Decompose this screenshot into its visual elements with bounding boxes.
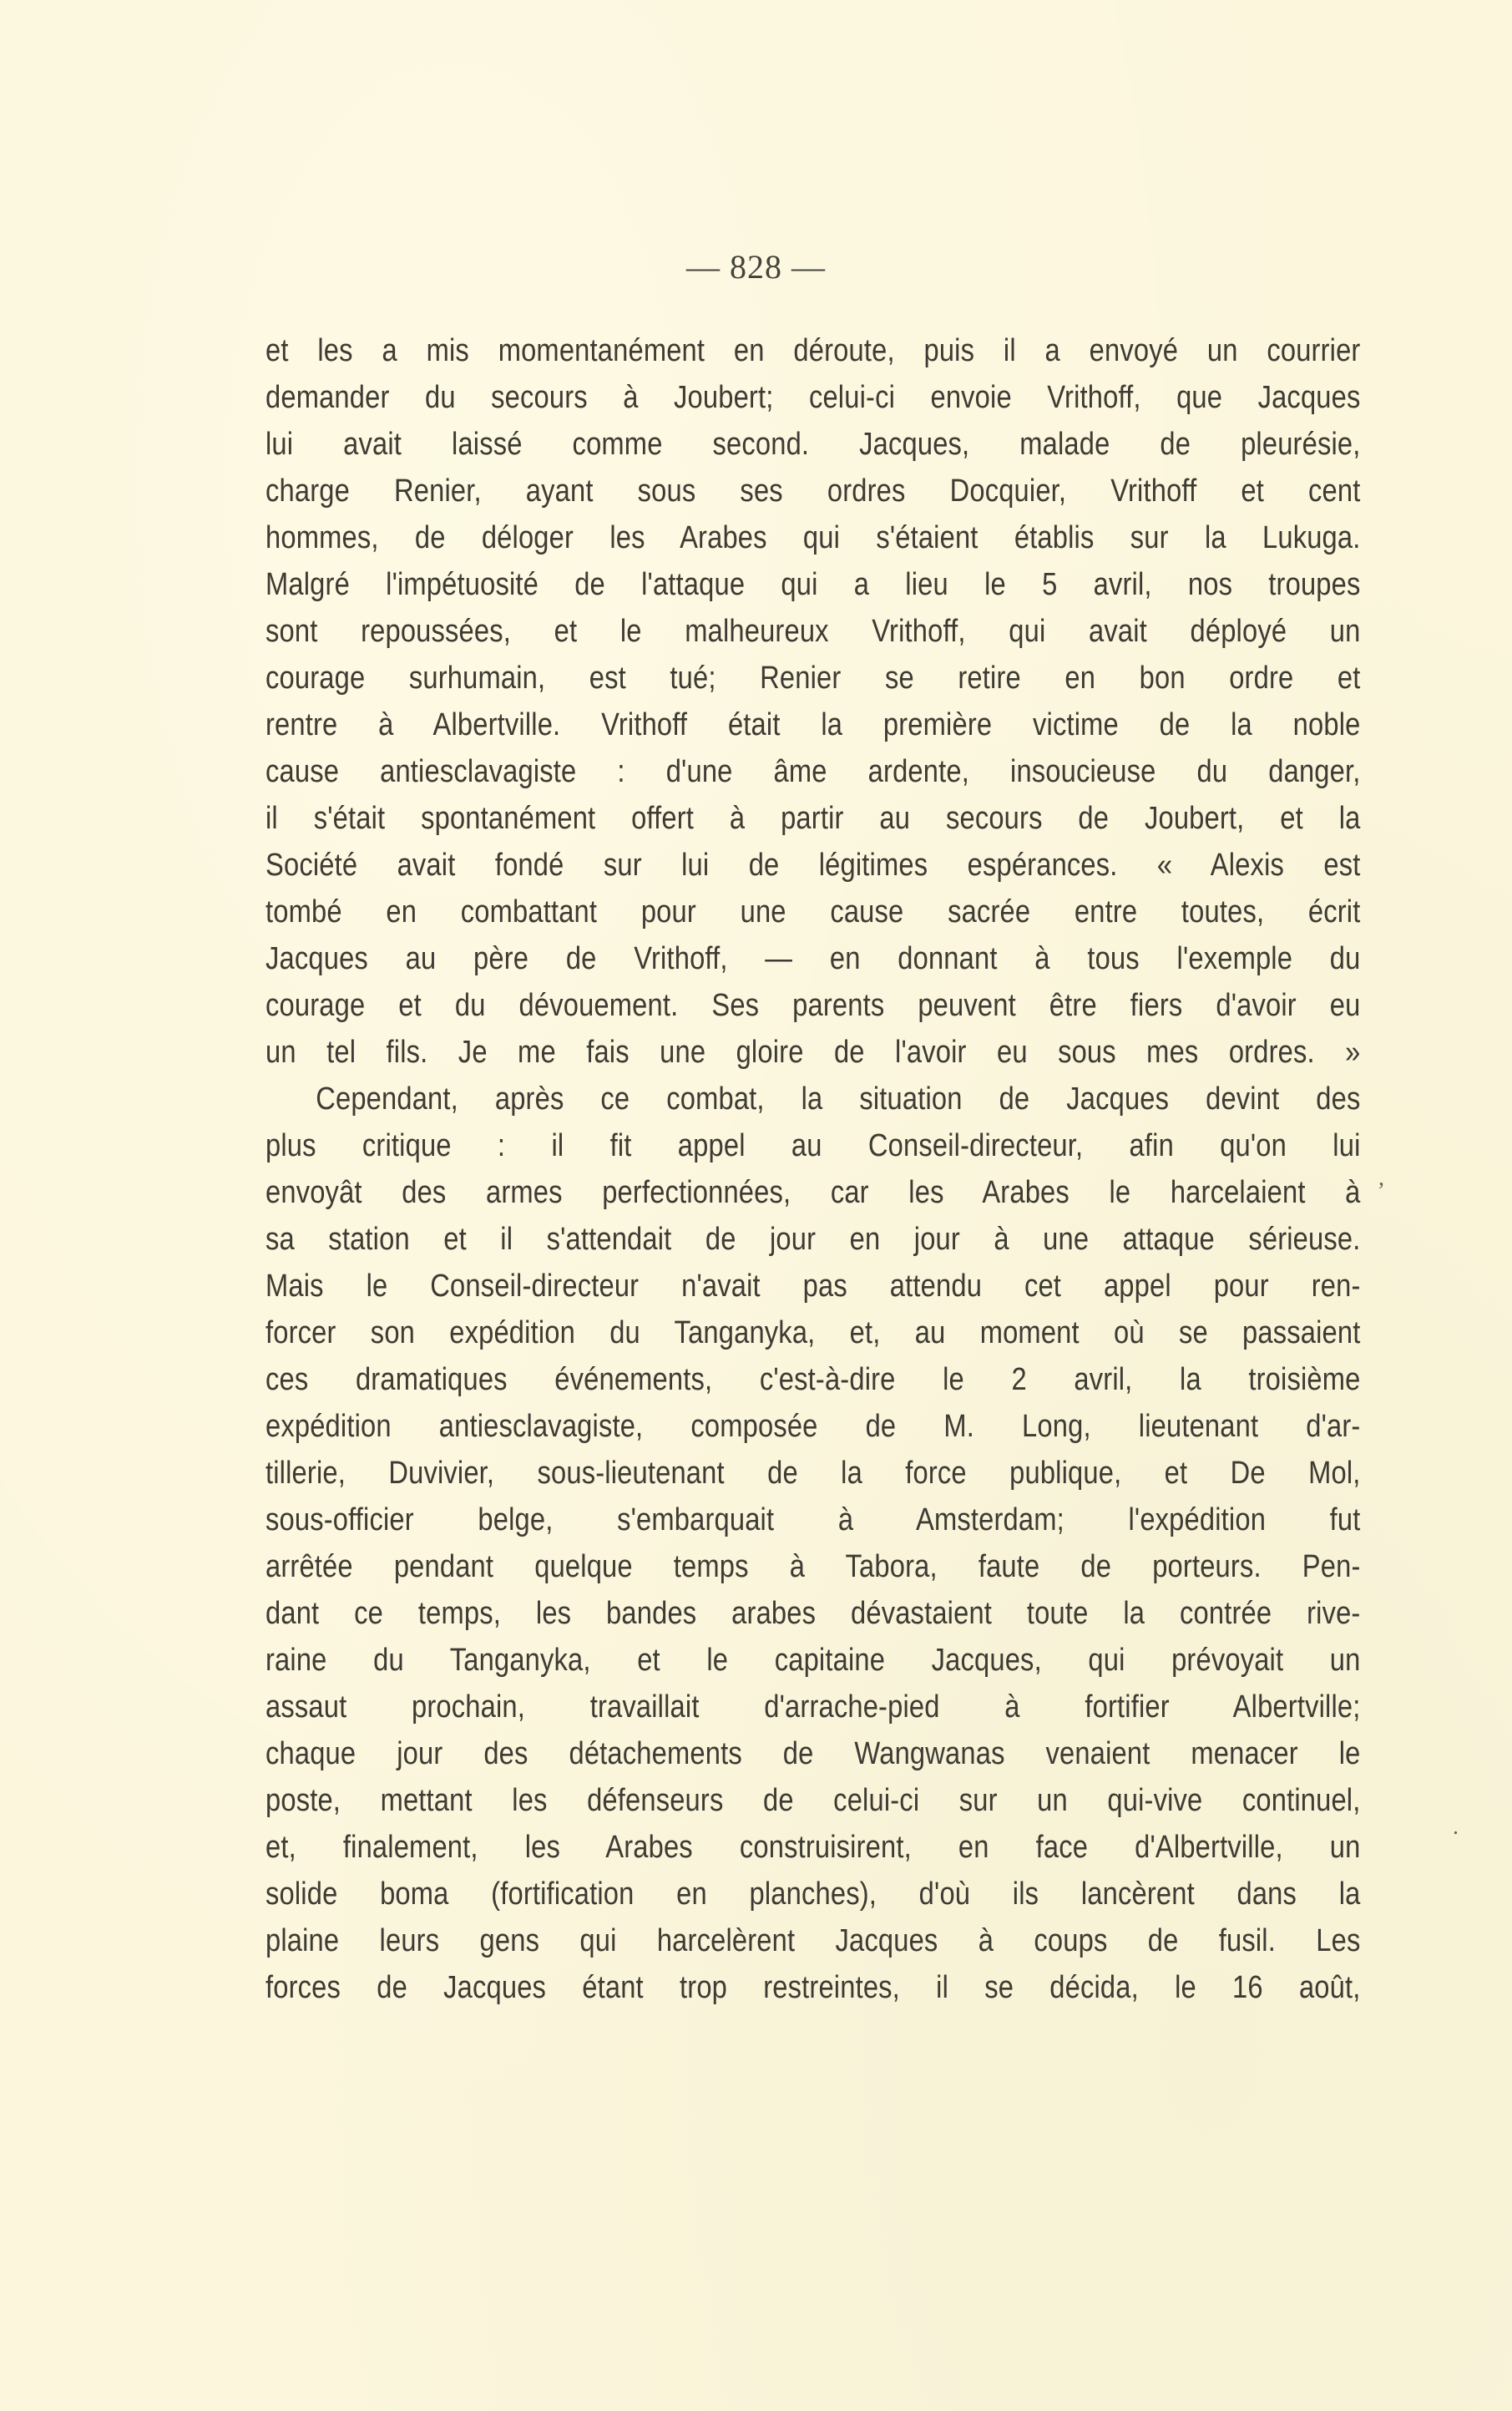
text-line: raine du Tanganyka, et le capitaine Jacques, qui prévoyait un: [265, 1643, 1361, 1678]
text-line: courage et du dévouement. Ses parents peuvent être fiers d'avoir eu: [265, 988, 1361, 1023]
text-line: Jacques au père de Vrithoff, — en donnant à tous l'exemple du: [265, 941, 1361, 976]
text-line: il s'était spontanément offert à partir au secours de Joubert, et la: [265, 801, 1361, 836]
page-number: — 828 —: [686, 248, 826, 286]
text-line-paragraph-start: Cependant, après ce combat, la situation de Jacques devint des: [316, 1081, 1361, 1117]
text-line: demander du secours à Joubert; celui-ci envoie Vrithoff, que Jacques: [265, 380, 1361, 415]
margin-ink-dot: .: [1453, 1814, 1459, 1840]
text-line: plus critique : il fit appel au Conseil-directeur, afin qu'on lui: [265, 1128, 1361, 1163]
text-line: assaut prochain, travaillait d'arrache-pied à fortifier Albertville;: [265, 1689, 1361, 1725]
text-line: solide boma (fortification en planches), d'où ils lancèrent dans la: [265, 1877, 1361, 1912]
text-line: Mais le Conseil-directeur n'avait pas attendu cet appel pour ren-: [265, 1269, 1361, 1304]
margin-ink-mark: ,: [1378, 1165, 1384, 1191]
text-line: rentre à Albertville. Vrithoff était la première victime de la noble: [265, 707, 1361, 742]
text-line: envoyât des armes perfectionnées, car les Arabes le harcelaient à: [265, 1175, 1361, 1210]
text-line: charge Renier, ayant sous ses ordres Docquier, Vrithoff et cent: [265, 474, 1361, 509]
text-line: et les a mis momentanément en déroute, puis il a envoyé un courrier: [265, 333, 1361, 368]
text-line: forces de Jacques étant trop restreintes, il se décida, le 16 août,: [265, 1970, 1361, 2005]
text-line: plaine leurs gens qui harcelèrent Jacques à coups de fusil. Les: [265, 1923, 1361, 1958]
text-line: Société avait fondé sur lui de légitimes espérances. « Alexis est: [265, 848, 1361, 883]
text-line: expédition antiesclavagiste, composée de M. Long, lieutenant d'ar-: [265, 1409, 1361, 1444]
text-line: tombé en combattant pour une cause sacrée entre toutes, écrit: [265, 894, 1361, 929]
text-line: hommes, de déloger les Arabes qui s'étaient établis sur la Lukuga.: [265, 520, 1361, 555]
text-line: et, finalement, les Arabes construisirent, en face d'Albertville, un: [265, 1830, 1361, 1865]
text-line: lui avait laissé comme second. Jacques, malade de pleurésie,: [265, 427, 1361, 462]
body-text: [265, 327, 1361, 2011]
text-line: sous-officier belge, s'embarquait à Amsterdam; l'expédition fut: [265, 1502, 1361, 1537]
text-line: dant ce temps, les bandes arabes dévastaient toute la contrée rive-: [265, 1596, 1361, 1631]
text-line: ces dramatiques événements, c'est-à-dire le 2 avril, la troisième: [265, 1362, 1361, 1397]
text-line: Malgré l'impétuosité de l'attaque qui a lieu le 5 avril, nos troupes: [265, 567, 1361, 602]
text-line: tillerie, Duvivier, sous-lieutenant de la force publique, et De Mol,: [265, 1456, 1361, 1491]
text-line: poste, mettant les défenseurs de celui-ci sur un qui-vive continuel,: [265, 1783, 1361, 1818]
text-line: cause antiesclavagiste : d'une âme ardente, insoucieuse du danger,: [265, 754, 1361, 789]
text-line: courage surhumain, est tué; Renier se retire en bon ordre et: [265, 661, 1361, 696]
text-line: arrêtée pendant quelque temps à Tabora, faute de porteurs. Pen-: [265, 1549, 1361, 1584]
text-line: un tel fils. Je me fais une gloire de l'avoir eu sous mes ordres. »: [265, 1035, 1361, 1070]
text-line: forcer son expédition du Tanganyka, et, au moment où se passaient: [265, 1315, 1361, 1350]
text-line: sont repoussées, et le malheureux Vrithoff, qui avait déployé un: [265, 614, 1361, 649]
text-line: sa station et il s'attendait de jour en jour à une attaque sérieuse.: [265, 1222, 1361, 1257]
text-line: chaque jour des détachements de Wangwanas venaient menacer le: [265, 1736, 1361, 1771]
